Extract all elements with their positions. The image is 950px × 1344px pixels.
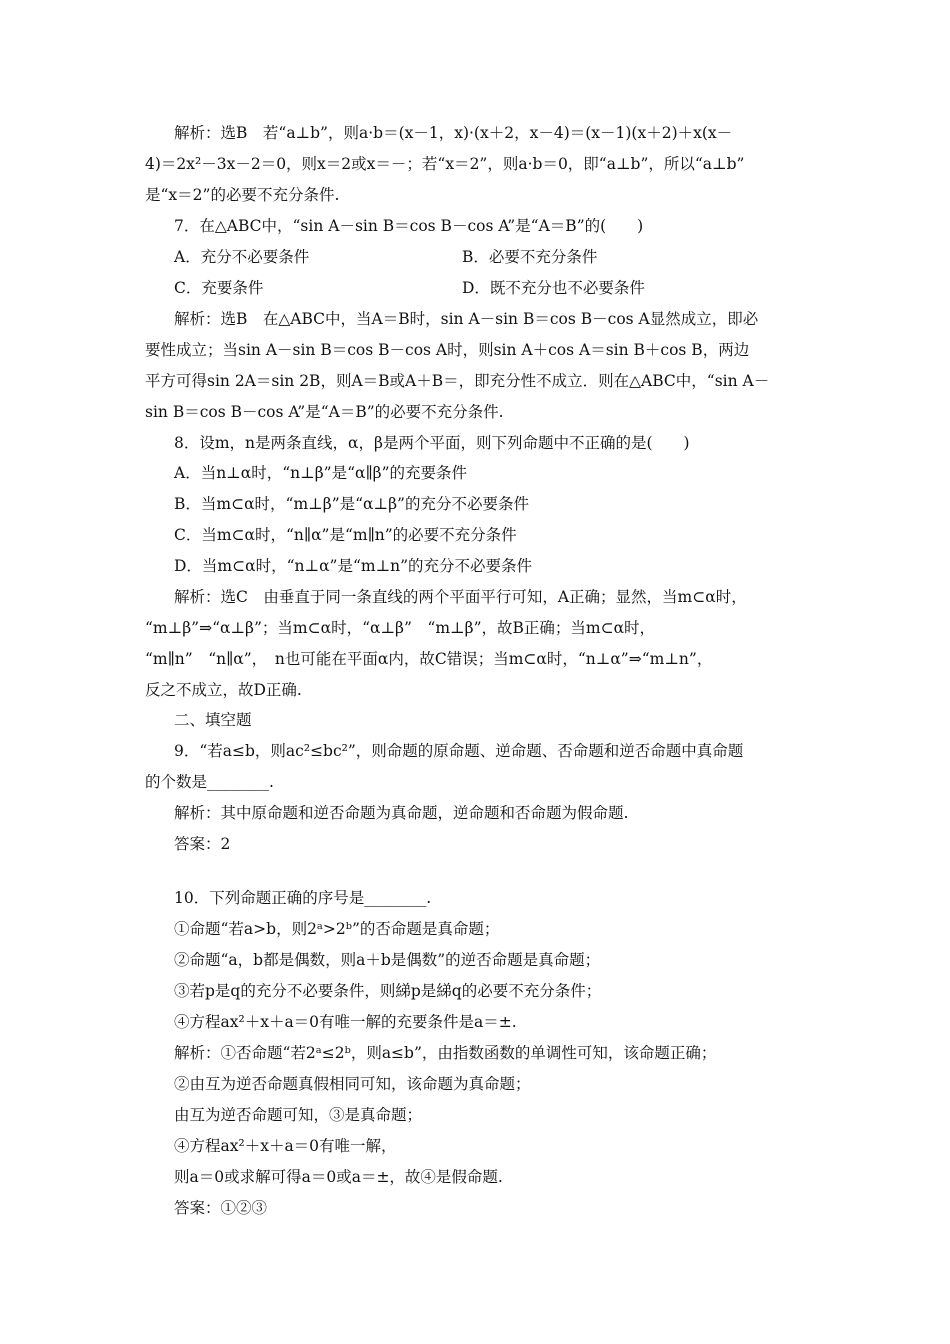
q10-item-4: ④方程ax²＋x＋a＝0有唯一解的充要条件是a＝±.: [174, 1013, 517, 1031]
q6-analysis-line-2: 4)＝2x²－3x－2＝0，则x＝2或x＝－；若“x＝2”，则a·b＝0，即“a⊥b”，所以“a⊥b”: [145, 155, 745, 173]
q8-option-d: D．当m⊂α时，“n⊥α”是“m⊥n”的充分不必要条件: [174, 557, 533, 575]
q10-analysis-line-3: 由互为逆否命题可知，③是真命题；: [174, 1106, 423, 1124]
q9-answer: 答案：2: [174, 835, 231, 853]
q7-analysis-line-1: 解析：选B 在△ABC中，当A＝B时，sin A－sin B＝cos B－cos A显然成立，即必: [174, 310, 759, 328]
q7-analysis-line-4: sin B＝cos B－cos A”是“A＝B”的必要不充分条件.: [145, 403, 504, 421]
q9-stem-line-2: 的个数是________.: [145, 773, 274, 791]
q10-item-1: ①命题“若a>b，则2ᵃ>2ᵇ”的否命题是真命题；: [174, 920, 500, 938]
q9-analysis: 解析：其中原命题和逆否命题为真命题，逆命题和否命题为假命题.: [174, 804, 629, 822]
q7-analysis-line-2: 要性成立；当sin A－sin B＝cos B－cos A时，则sin A＋cos A＝sin B＋cos B，两边: [145, 341, 750, 359]
q8-analysis-line-2: “m⊥β”⇒“α⊥β”；当m⊂α时，“α⊥β” “m⊥β”，故B正确；当m⊂α时，: [145, 619, 656, 637]
q10-analysis-line-4: ④方程ax²＋x＋a＝0有唯一解，: [174, 1137, 397, 1155]
q7-analysis-line-3: 平方可得sin 2A＝sin 2B，则A＝B或A＋B＝，即充分性不成立．则在△ABC中，“sin A－: [145, 372, 770, 390]
q10-analysis-line-2: ②由互为逆否命题真假相同可知，该命题为真命题；: [174, 1075, 531, 1093]
q7-option-d: D．既不充分也不必要条件: [462, 279, 645, 297]
q10-item-2: ②命题“a，b都是偶数，则a＋b是偶数”的逆否命题是真命题；: [174, 951, 601, 969]
q8-analysis-line-3: “m∥n” “n∥α”， n也可能在平面α内，故C错误；当m⊂α时，“n⊥α”⇒“m⊥n”，: [145, 650, 713, 668]
q10-item-3: ③若p是q的充分不必要条件，则綈p是綈q的必要不充分条件；: [174, 982, 602, 1000]
q7-option-c: C．充要条件: [174, 279, 264, 297]
q8-analysis-line-1: 解析：选C 由垂直于同一条直线的两个平面平行可知，A正确；显然，当m⊂α时，: [174, 588, 747, 606]
q9-stem-line-1: 9．“若a≤b，则ac²≤bc²”，则命题的原命题、逆命题、否命题和逆否命题中真命题: [174, 742, 744, 760]
q7-option-b: B．必要不充分条件: [462, 248, 598, 266]
q6-analysis-line-3: 是“x＝2”的必要不充分条件.: [145, 186, 340, 204]
q8-option-b: B．当m⊂α时，“m⊥β”是“α⊥β”的充分不必要条件: [174, 495, 529, 513]
q8-option-c: C．当m⊂α时，“n∥α”是“m∥n”的必要不充分条件: [174, 526, 517, 544]
q10-analysis-line-1: 解析：①否命题“若2ᵃ≤2ᵇ，则a≤b”，由指数函数的单调性可知，该命题正确；: [174, 1044, 717, 1062]
q8-option-a: A．当n⊥α时，“n⊥β”是“α∥β”的充要条件: [174, 464, 468, 482]
q10-answer: 答案：①②③: [174, 1199, 268, 1217]
q6-analysis-line-1: 解析：选B 若“a⊥b”，则a·b＝(x－1，x)·(x＋2，x－4)＝(x－1)(x＋2)＋x(x－: [174, 124, 733, 142]
q10-stem: 10．下列命题正确的序号是________.: [174, 889, 432, 907]
q7-option-a: A．充分不必要条件: [174, 248, 310, 266]
q10-analysis-line-5: 则a＝0或求解可得a＝0或a＝±，故④是假命题.: [174, 1168, 503, 1186]
q7-stem: 7．在△ABC中，“sin A－sin B＝cos B－cos A”是“A＝B”的( ): [174, 217, 644, 235]
q8-analysis-line-4: 反之不成立，故D正确.: [145, 681, 302, 699]
q8-stem: 8．设m，n是两条直线，α，β是两个平面，则下列命题中不正确的是( ): [174, 434, 690, 452]
section-heading: 二、填空题: [174, 711, 252, 729]
